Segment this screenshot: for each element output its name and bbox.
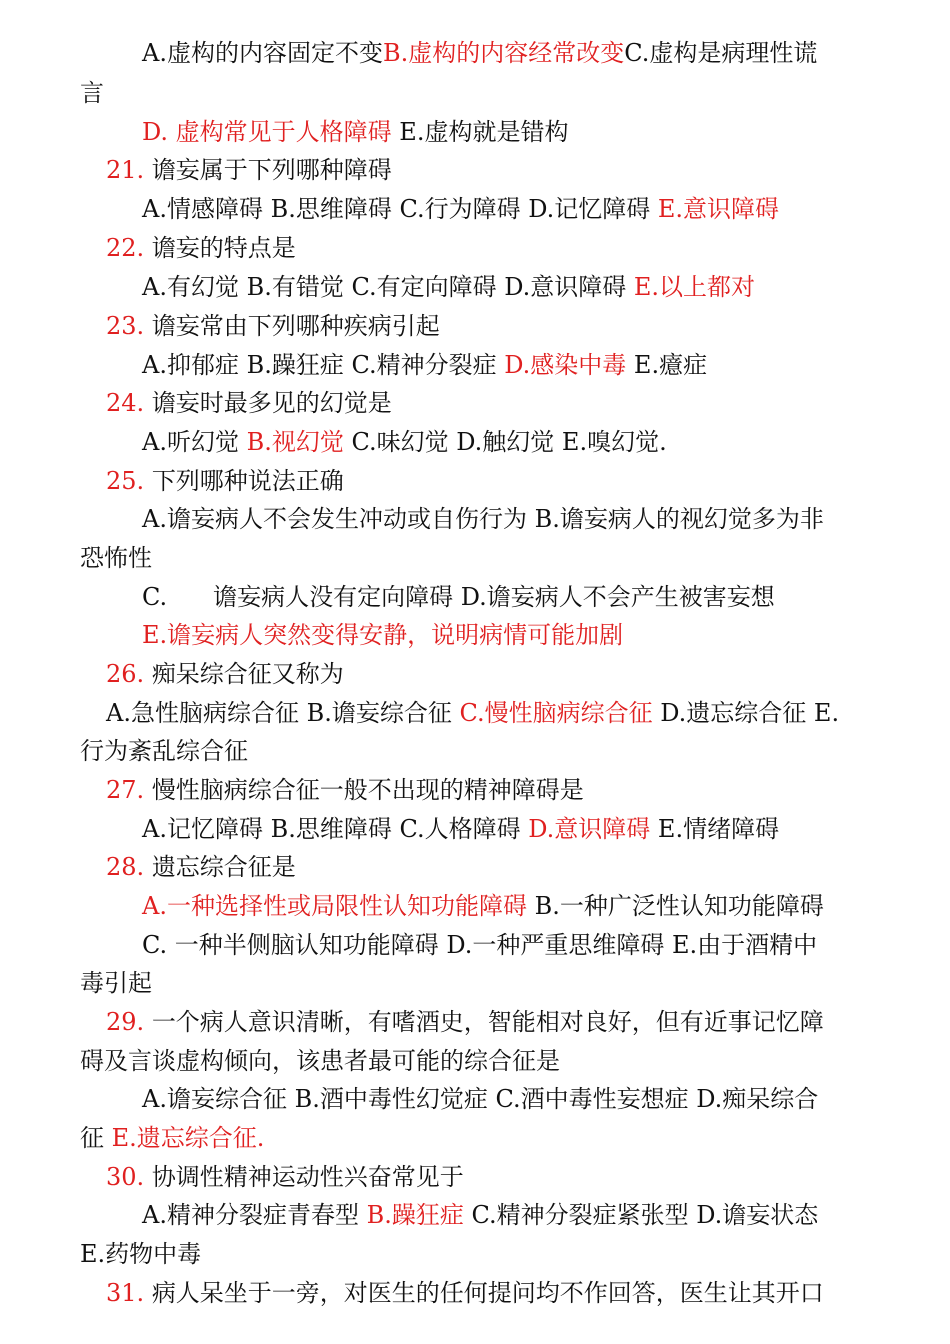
question-29-cont: 碍及言谈虚构倾向，该患者最可能的综合征是 <box>80 1047 560 1075</box>
question-number: 29. <box>106 1008 145 1036</box>
question-number: 27. <box>106 776 145 804</box>
q29-options-line2: 征 E.遗忘综合征. <box>80 1124 265 1152</box>
q22-options: A.有幻觉 B.有错觉 C.有定向障碍 D.意识障碍 E.以上都对 <box>142 273 756 301</box>
answer-highlight: E.遗忘综合征. <box>111 1124 265 1152</box>
question-27: 27. 慢性脑病综合征一般不出现的精神障碍是 <box>106 776 584 804</box>
q30-options-line1: A.精神分裂症青春型 B.躁狂症 C.精神分裂症紧张型 D.谵妄状态 <box>142 1201 819 1229</box>
question-number: 30. <box>106 1163 145 1191</box>
q20-options-line3: D. 虚构常见于人格障碍 E.虚构就是错构 <box>142 118 569 146</box>
question-31: 31. 病人呆坐于一旁，对医生的任何提问均不作回答，医生让其开口 <box>106 1279 824 1307</box>
q21-options: A.情感障碍 B.思维障碍 C.行为障碍 D.记忆障碍 E.意识障碍 <box>142 195 780 223</box>
q28-options-line1: A.一种选择性或局限性认知功能障碍 B.一种广泛性认知功能障碍 <box>142 892 824 920</box>
q24-options: A.听幻觉 B.视幻觉 C.味幻觉 D.触幻觉 E.嗅幻觉. <box>142 428 667 456</box>
question-25: 25. 下列哪种说法正确 <box>106 467 344 495</box>
question-21: 21. 谵妄属于下列哪种障碍 <box>106 156 392 184</box>
answer-highlight: C.慢性脑病综合征 <box>459 699 653 727</box>
question-30: 30. 协调性精神运动性兴奋常见于 <box>106 1163 464 1191</box>
q28-options-line3: 毒引起 <box>80 969 152 997</box>
q26-options-line2: 行为紊乱综合征 <box>80 737 248 765</box>
answer-highlight: D.意识障碍 <box>528 815 651 843</box>
question-29: 29. 一个病人意识清晰，有嗜酒史，智能相对良好，但有近事记忆障 <box>106 1008 824 1036</box>
q25-options-line1: A.谵妄病人不会发生冲动或自伤行为 B.谵妄病人的视幻觉多为非 <box>142 505 824 533</box>
answer-highlight: B.虚构的内容经常改变 <box>382 39 625 67</box>
question-number: 23. <box>106 312 145 340</box>
question-23: 23. 谵妄常由下列哪种疾病引起 <box>106 312 440 340</box>
answer-highlight: B.视幻觉 <box>246 428 344 456</box>
q28-options-line2: C. 一种半侧脑认知功能障碍 D.一种严重思维障碍 E.由于酒精中 <box>142 931 818 959</box>
question-26: 26. 痴呆综合征又称为 <box>106 660 344 688</box>
question-number: 22. <box>106 234 145 262</box>
question-22: 22. 谵妄的特点是 <box>106 234 296 262</box>
answer-highlight: E.以上都对 <box>633 273 756 301</box>
question-number: 25. <box>106 467 145 495</box>
q20-options-line2: 言 <box>80 79 104 107</box>
question-number: 24. <box>106 389 145 417</box>
answer-highlight: D.感染中毒 <box>504 351 627 379</box>
q26-options-line1: A.急性脑病综合征 B.谵妄综合征 C.慢性脑病综合征 D.遗忘综合征 E. <box>106 699 840 727</box>
question-24: 24. 谵妄时最多见的幻觉是 <box>106 389 392 417</box>
q25-options-line2: 恐怖性 <box>80 544 152 572</box>
answer-highlight: E.意识障碍 <box>657 195 780 223</box>
question-number: 31. <box>106 1279 145 1307</box>
q25-options-line3: C. 谵妄病人没有定向障碍 D.谵妄病人不会产生被害妄想 <box>142 583 775 611</box>
question-number: 21. <box>106 156 145 184</box>
question-28: 28. 遗忘综合征是 <box>106 853 296 881</box>
q27-options: A.记忆障碍 B.思维障碍 C.人格障碍 D.意识障碍 E.情绪障碍 <box>142 815 780 843</box>
answer-highlight: B.躁狂症 <box>366 1201 464 1229</box>
answer-highlight: A.一种选择性或局限性认知功能障碍 <box>142 892 527 920</box>
q23-options: A.抑郁症 B.躁狂症 C.精神分裂症 D.感染中毒 E.癔症 <box>142 351 708 379</box>
question-number: 28. <box>106 853 145 881</box>
q25-answer <box>142 616 623 654</box>
q29-options-line1: A.谵妄综合征 B.酒中毒性幻觉症 C.酒中毒性妄想症 D.痴呆综合 <box>142 1085 819 1113</box>
question-number: 26. <box>106 660 145 688</box>
q20-options-line1: A.虚构的内容固定不变B.虚构的内容经常改变C.虚构是病理性谎 <box>142 39 818 67</box>
answer-highlight: D. 虚构常见于人格障碍 <box>142 118 392 146</box>
q30-options-line2: E.药物中毒 <box>80 1240 202 1268</box>
answer-highlight: E.谵妄病人突然变得安静，说明病情可能加剧 <box>142 621 624 649</box>
